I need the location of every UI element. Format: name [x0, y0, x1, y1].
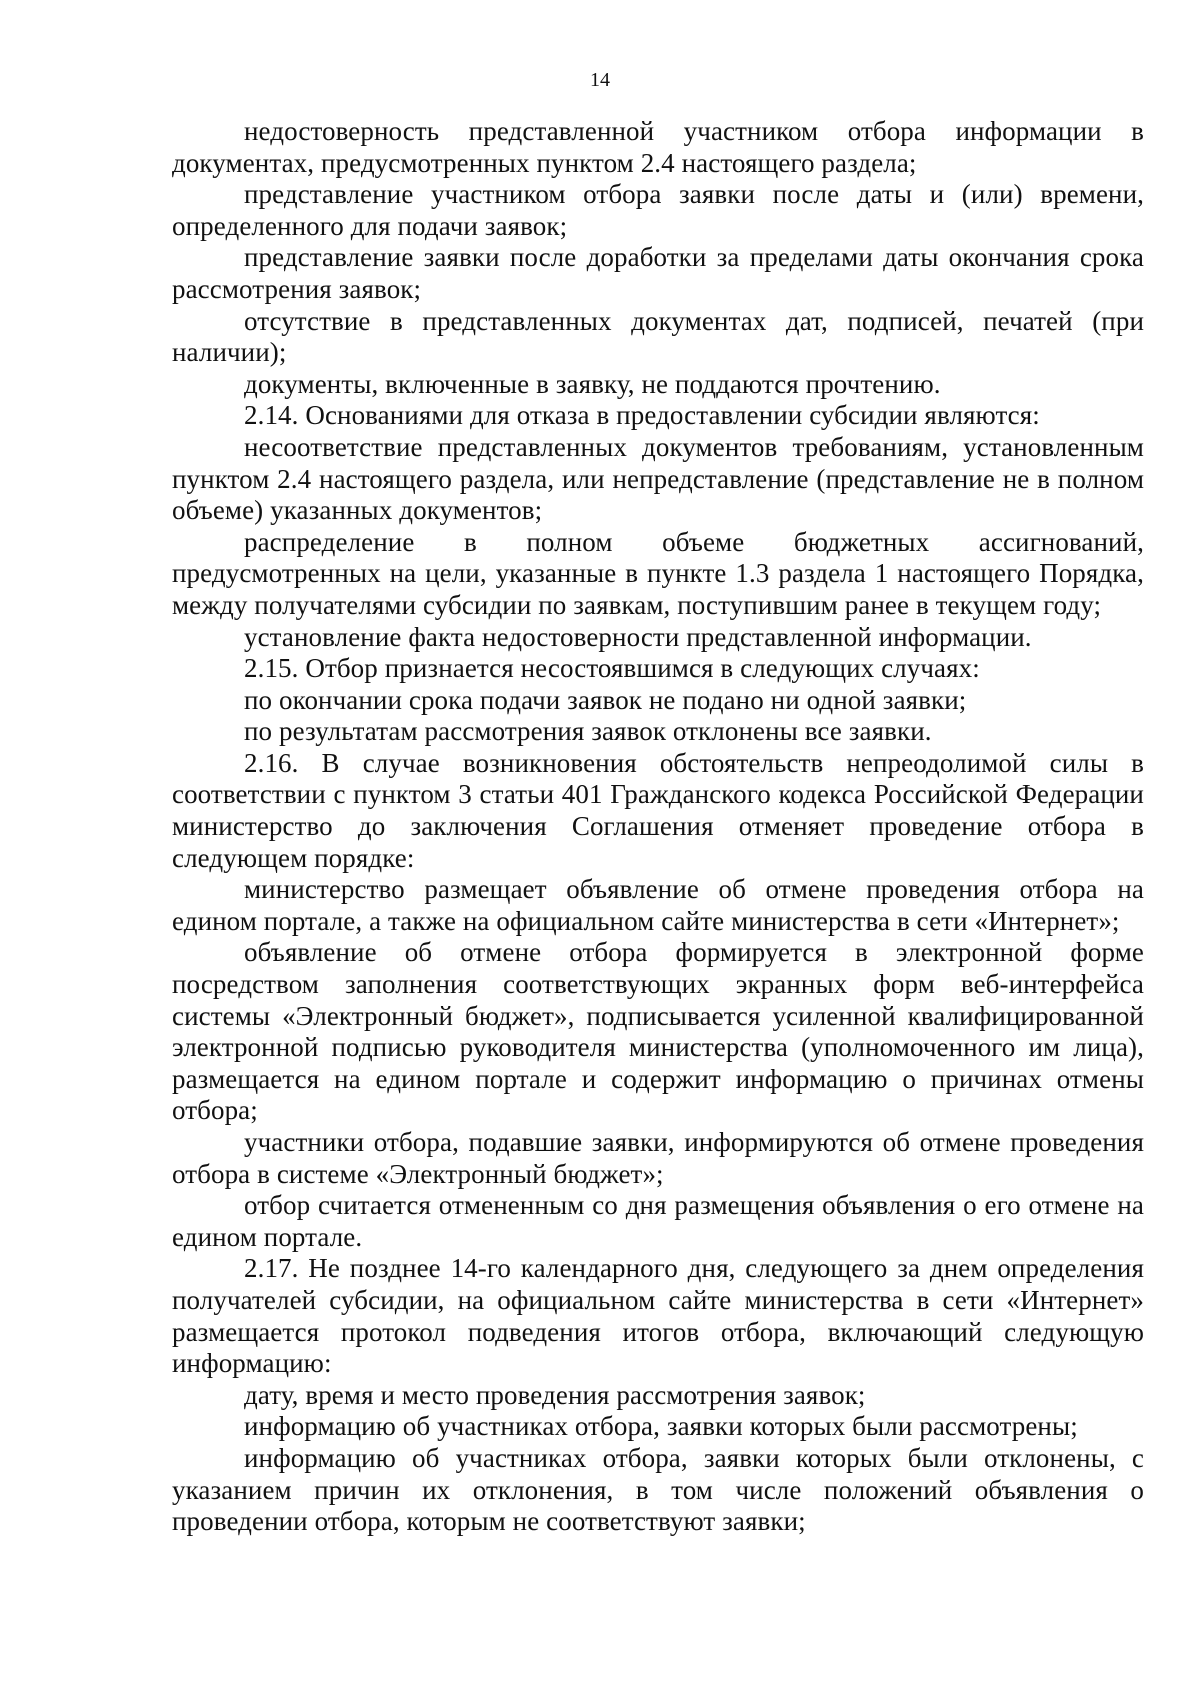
paragraph: недостоверность представленной участником отбора информации в документах, предусмотренных пунктом 2.4 настоящего раздела;: [172, 116, 1144, 178]
paragraph: распределение в полном объеме бюджетных ассигнований, предусмотренных на цели, указанные в пункте 1.3 раздела 1 настоящего Порядка, между получателями субсидии по заявкам, поступившим ранее в текущем году;: [172, 526, 1144, 620]
paragraph: документы, включенные в заявку, не поддаются прочтению.: [244, 368, 941, 399]
section-2-16: 2.16. В случае возникновения обстоятельств непреодолимой силы в соответствии с пунктом 3 статьи 401 Гражданского кодекса Российской Федерации министерство до заключения Соглашения отменяет проведение отбора в следующем порядке:: [172, 747, 1144, 873]
paragraph: министерство размещает объявление об отмене проведения отбора на едином портале, а также на официальном сайте министерства в сети «Интернет»;: [172, 874, 1144, 936]
paragraph: объявление об отмене отбора формируется в электронной форме посредством заполнения соответствующих экранных форм веб-интерфейса системы «Электронный бюджет», подписывается усиленной квалифицированной электронной подписью руководителя министерства (уполномоченного им лица), размещается на едином портале и содержит информацию о причинах отмены отбора;: [172, 937, 1144, 1126]
section-heading-2-15: 2.15. Отбор признается несостоявшимся в следующих случаях:: [244, 653, 980, 684]
paragraph: по результатам рассмотрения заявок отклонены все заявки.: [244, 716, 932, 747]
document-body: [172, 116, 1144, 1538]
section-2-17: 2.17. Не позднее 14-го календарного дня, следующего за днем определения получателей субсидии, на официальном сайте министерства в сети «Интернет» размещается протокол подведения итогов отбора, включающий следующую информацию:: [172, 1253, 1144, 1379]
paragraph: установление факта недостоверности представленной информации.: [244, 621, 1032, 652]
paragraph: участники отбора, подавшие заявки, информируются об отмене проведения отбора в системе «Электронный бюджет»;: [172, 1127, 1144, 1189]
paragraph: представление участником отбора заявки после даты и (или) времени, определенного для подачи заявок;: [172, 179, 1144, 241]
paragraph: отбор считается отмененным со дня размещения объявления о его отмене на едином портале.: [172, 1190, 1144, 1252]
paragraph: информацию об участниках отбора, заявки которых были отклонены, с указанием причин их отклонения, в том числе положений объявления о проведении отбора, которым не соответствуют заявки;: [172, 1442, 1144, 1537]
paragraph: дату, время и место проведения рассмотрения заявок;: [244, 1379, 866, 1410]
paragraph: представление заявки после доработки за пределами даты окончания срока рассмотрения заявок;: [172, 242, 1144, 304]
paragraph: информацию об участниках отбора, заявки которых были рассмотрены;: [244, 1411, 1078, 1442]
section-heading-2-14: 2.14. Основаниями для отказа в предоставлении субсидии являются:: [244, 400, 1040, 431]
paragraph: отсутствие в представленных документах дат, подписей, печатей (при наличии);: [172, 305, 1144, 368]
paragraph: по окончании срока подачи заявок не подано ни одной заявки;: [244, 684, 967, 715]
paragraph: несоответствие представленных документов требованиям, установленным пунктом 2.4 настоящего раздела, или непредставление (представление не в полном объеме) указанных документов;: [172, 431, 1144, 526]
page-number: 14: [590, 69, 610, 91]
